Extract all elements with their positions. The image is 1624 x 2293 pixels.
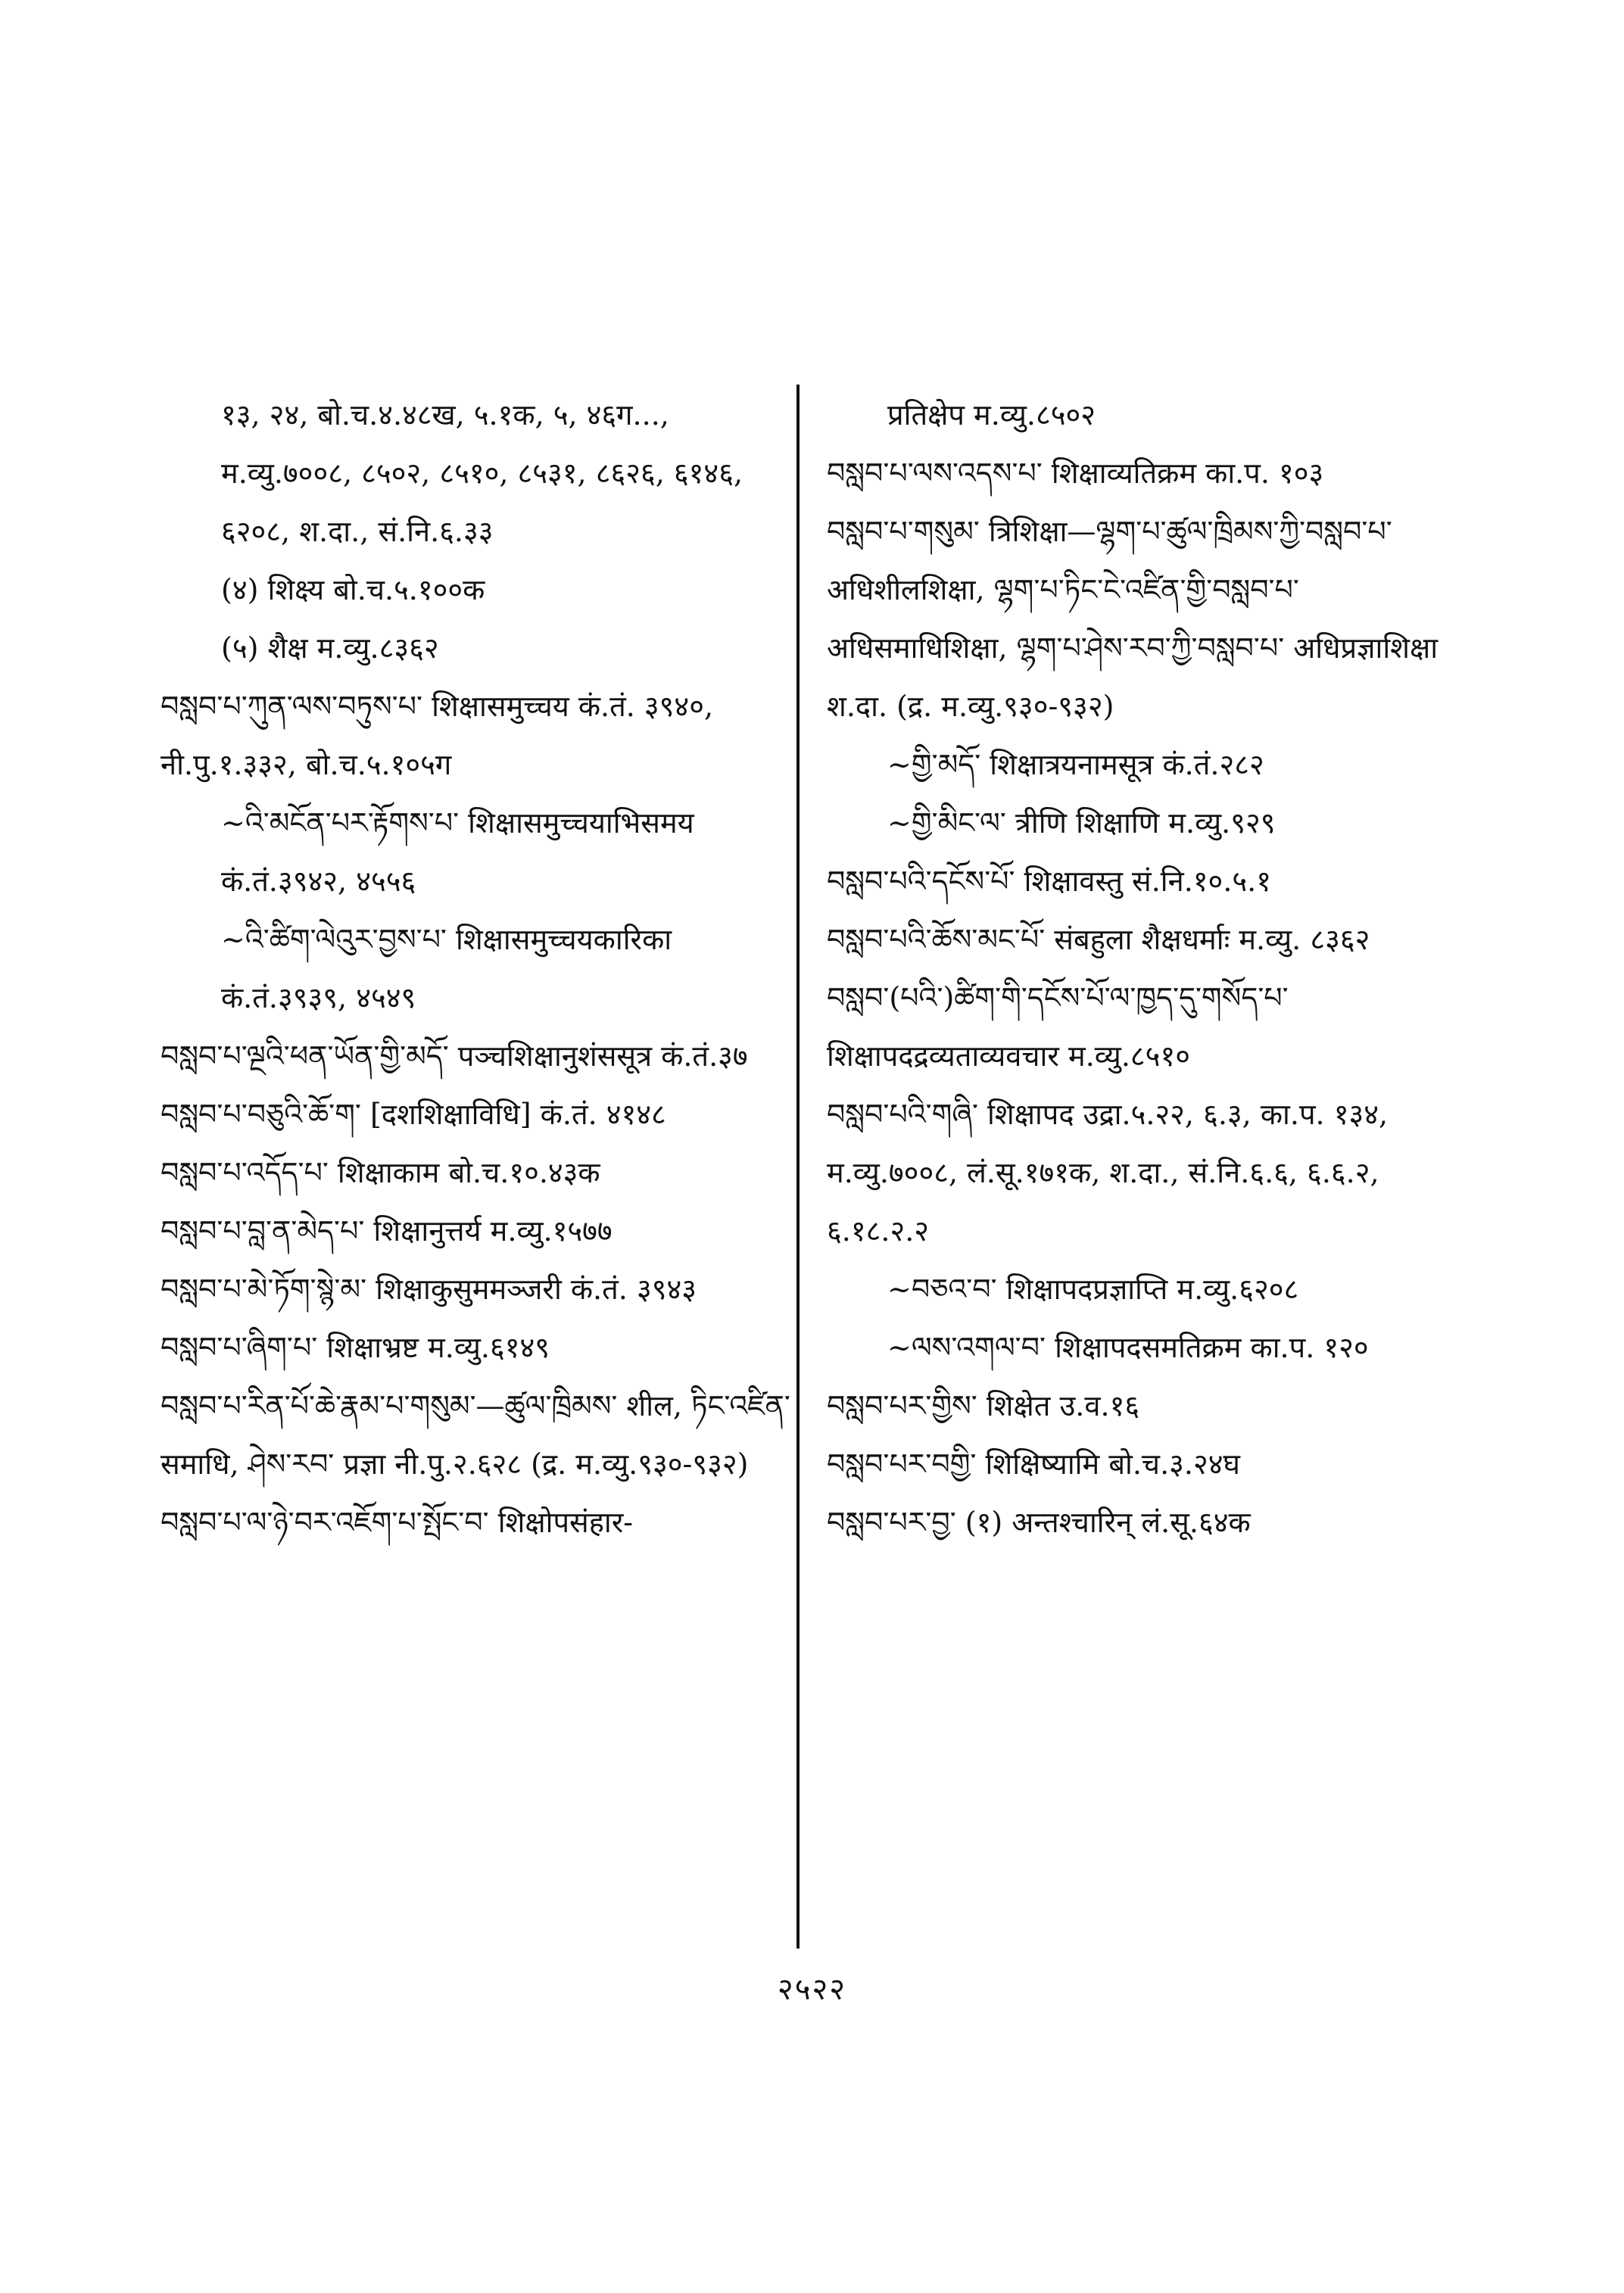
dictionary-entry: བསླབ་པར་བྱ་ (१) अन्तश्चारिन् लं.सू.६४क	[827, 1506, 1251, 1539]
dictionary-entry: ~འི་མངོན་པར་རྟོགས་པ་ शिक्षासमुच्चयाभिसमय कं.तं.३९४२, ४५५६	[221, 806, 694, 898]
dictionary-entry: བསླབ་པ་ལ་ཉེ་བར་འཇོག་པ་སྤོང་བ་ शिक्षोपसंहार-	[161, 1506, 634, 1539]
dictionary-entry: ~ལས་འགལ་བ་ शिक्षापदसमतिक्रम का.प. १२०	[887, 1331, 1369, 1364]
dictionary-entry: ~བཅའ་བ་ शिक्षापदप्रज्ञाप्ति म.व्यु.६२०८	[887, 1273, 1299, 1306]
dictionary-entry: (५) शैक्ष म.व्यु.८३६२	[221, 631, 439, 665]
dictionary-entry: བསླབ་པ་གསུམ་ त्रिशिक्षा—ལྷག་པ་ཚུལ་ཁྲིམས་ཀྱི་བསླབ་པ་ अधिशीलशिक्षा, ལྷག་པ་ཏིང་ངེ་འཛིན་གྱི་བསླབ་པ་ अधिसमाधिशिक्षा, ལྷག་པ་ཤེས་རབ་ཀྱི་བསླབ་པ་ अधिप्रज्ञाशिक्षा श.दा. (द्र. म.व्यु.९३०-९३२)	[827, 515, 1439, 723]
dictionary-entry: ~གྱི་མིང་ལ་ त्रीणि शिक्षाणि म.व्यु.९२९	[887, 806, 1276, 840]
dictionary-entry: བསླབ་པ་བླ་ན་མེད་པ་ शिक्षानुत्तर्य म.व्यु.१५७७	[161, 1214, 613, 1248]
dictionary-entry: བསླབ་པར་བགྱི་ शिक्षिष्यामि बो.च.३.२४घ	[827, 1447, 1240, 1481]
dictionary-entry: བསླབ་པར་གྱིས་ शिक्षेत उ.व.१६	[827, 1389, 1140, 1422]
dictionary-entry: (४) शिक्ष्य बो.च.५.१००क	[221, 573, 485, 606]
dictionary-entry: ~གྱི་མདོ་ शिक्षात्रयनामसूत्र कं.तं.२८२	[887, 748, 1264, 781]
dictionary-entry: བསླབ་པའི་ཆོས་མང་པོ་ संबहुला शैक्षधर्माः म.व्यु. ८३६२	[827, 923, 1370, 956]
dictionary-entry: བསླབ་པ་ལས་འདས་པ་ शिक्षाव्यतिक्रम का.प. १०३	[827, 456, 1324, 490]
dictionary-entry: བསླབ་པའི་གཞི་ शिक्षापद उद्रा.५.२२, ६.३, का.प. १३४, म.व्यु.७००८, लं.सू.१७१क, श.दा., सं.नि.६.६, ६.६.२, ६.१८.२.२	[827, 1098, 1389, 1248]
column-divider	[796, 385, 800, 1949]
dictionary-entry: ~འི་ཚིག་ལེའུར་བྱས་པ་ शिक्षासमुच्चयकारिका कं.तं.३९३९, ४५४९	[221, 923, 672, 1014]
dictionary-entry: प्रतिक्षेप म.व्यु.८५०२	[887, 398, 1096, 431]
dictionary-entry: བསླབ་པ་འདོད་པ་ शिक्षाकाम बो.च.१०.४३क	[161, 1156, 600, 1189]
left-column	[161, 386, 796, 1552]
dictionary-entry: १३, २४, बो.च.४.४८ख, ५.१क, ५, ४६ग..., म.व्यु.७००८, ८५०२, ८५१०, ८५३१, ८६२६, ६१४६, ६२०८, श.दा., सं.नि.६.३३	[221, 398, 743, 548]
dictionary-entry: བསླབ་པ་ཀུན་ལས་བཏུས་པ་ शिक्षासमुच्चय कं.तं. ३९४०, नी.पु.१.३३२, बो.च.५.१०५ग	[161, 690, 714, 781]
dictionary-entry: བསླབ་པ་ལྔའི་ཕན་ཡོན་གྱི་མདོ་ पञ्चशिक्षानुशंससूत्र कं.तं.३७	[161, 1039, 748, 1073]
right-column	[827, 386, 1463, 1552]
dictionary-entry: བསླབ་པ་མེ་ཏོག་སྙེ་མ་ शिक्षाकुसुममञ्जरी कं.तं. ३९४३	[161, 1273, 697, 1306]
dictionary-entry: བསླབ་པའི་དངོས་པོ་ शिक्षावस्तु सं.नि.१०.५.१	[827, 865, 1271, 898]
dictionary-entry: བསླབ་པ་བཅུའི་ཆོ་ག་ [दशशिक्षाविधि] कं.तं. ४१४८	[161, 1098, 666, 1131]
dictionary-entry: བསླབ་པ་ཞིག་པ་ शिक्षाभ्रष्ट म.व्यु.६१४९	[161, 1331, 550, 1364]
dictionary-entry: བསླབ་པ་རིན་པོ་ཆེ་རྣམ་པ་གསུམ་—ཚུལ་ཁྲིམས་ शील, ཏིང་འཛིན་ समाधि, ཤེས་རབ་ प्रज्ञा नी.पु.२.६२८ (द्र. म.व्यु.९३०-९३२)	[161, 1389, 790, 1481]
dictionary-entry: བསླབ་(པའི་)ཚིག་གི་དངོས་པོ་ལ་ཁྱད་དུ་གསོད་པ་ शिक्षापदद्रव्यताव्यवचार म.व्यु.८५१०	[827, 981, 1289, 1073]
page-number: २५२२	[777, 1972, 847, 2007]
